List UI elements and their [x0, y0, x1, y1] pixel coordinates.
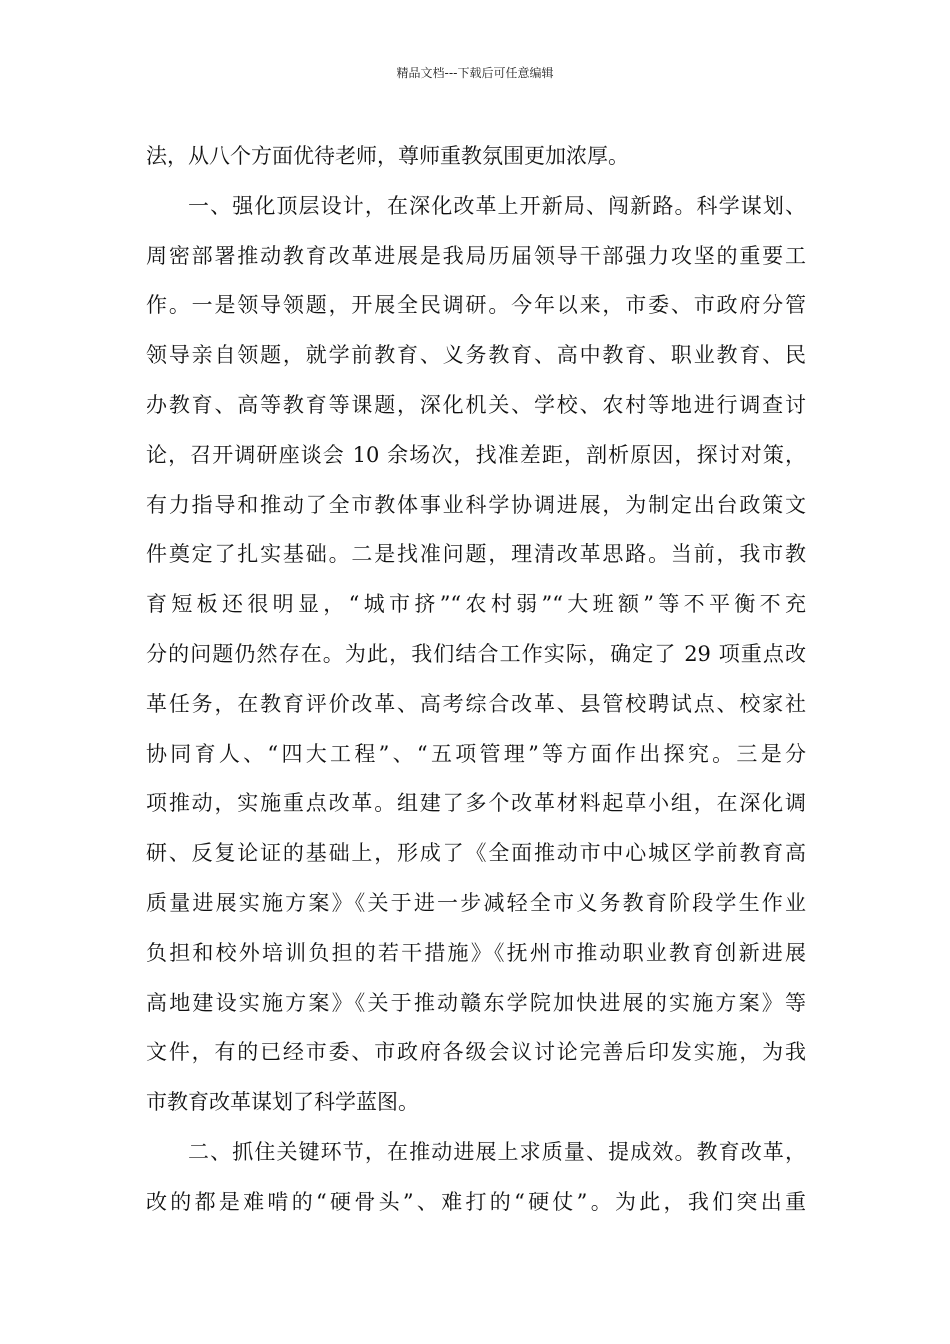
text-line: 协同育人、“四大工程”、“五项管理”等方面作出探究。三是分 — [146, 741, 806, 766]
text-line: 负担和校外培训负担的若干措施》《抚州市推动职业教育创新进展 — [146, 940, 806, 965]
text-line: 法，从八个方面优待老师，尊师重教氛围更加浓厚。 — [146, 144, 629, 168]
text-line: 有力指导和推动了全市教体事业科学协调进展，为制定出台政策文 — [146, 492, 806, 517]
body-text — [146, 132, 806, 1228]
text-line: 件奠定了扎实基础。二是找准问题，理清改革思路。当前，我市教 — [146, 542, 806, 567]
text-line: 高地建设实施方案》《关于推动赣东学院加快进展的实施方案》等 — [146, 990, 806, 1015]
text-line: 分的问题仍然存在。为此，我们结合工作实际，确定了 29 项重点改 — [146, 641, 806, 666]
text-line: 质量进展实施方案》《关于进一步减轻全市义务教育阶段学生作业 — [146, 890, 806, 915]
text-line: 改的都是难啃的“硬骨头”、难打的“硬仗”。为此，我们突出重 — [146, 1189, 806, 1214]
text-line: 市教育改革谋划了科学蓝图。 — [146, 1090, 419, 1115]
text-line: 作。一是领导领题，开展全民调研。今年以来，市委、市政府分管 — [146, 293, 806, 318]
text-line: 办教育、高等教育等课题，深化机关、学校、农村等地进行调查讨 — [146, 392, 806, 417]
text-line: 项推动，实施重点改革。组建了多个改革材料起草小组，在深化调 — [146, 791, 806, 816]
paragraph-first-line: 一、强化顶层设计，在深化改革上开新局、闯新路。科学谋划、 — [188, 193, 806, 218]
text-line: 文件，有的已经市委、市政府各级会议讨论完善后印发实施，为我 — [146, 1040, 806, 1065]
text-line: 论，召开调研座谈会 10 余场次，找准差距，剖析原因，探讨对策， — [146, 442, 806, 467]
text-line: 革任务，在教育评价改革、高考综合改革、县管校聘试点、校家社 — [146, 691, 806, 716]
paragraph-first-line: 二、抓住关键环节，在推动进展上求质量、提成效。教育改革， — [188, 1139, 806, 1164]
text-line: 周密部署推动教育改革进展是我局历届领导干部强力攻坚的重要工 — [146, 243, 806, 268]
text-line: 育短板还很明显，“城市挤”“农村弱”“大班额”等不平衡不充 — [146, 592, 806, 617]
text-line: 研、反复论证的基础上，形成了《全面推动市中心城区学前教育高 — [146, 841, 806, 866]
page-header: 精品文档---下载后可任意编辑 — [396, 66, 554, 80]
text-line: 领导亲自领题，就学前教育、义务教育、高中教育、职业教育、民 — [146, 343, 806, 368]
